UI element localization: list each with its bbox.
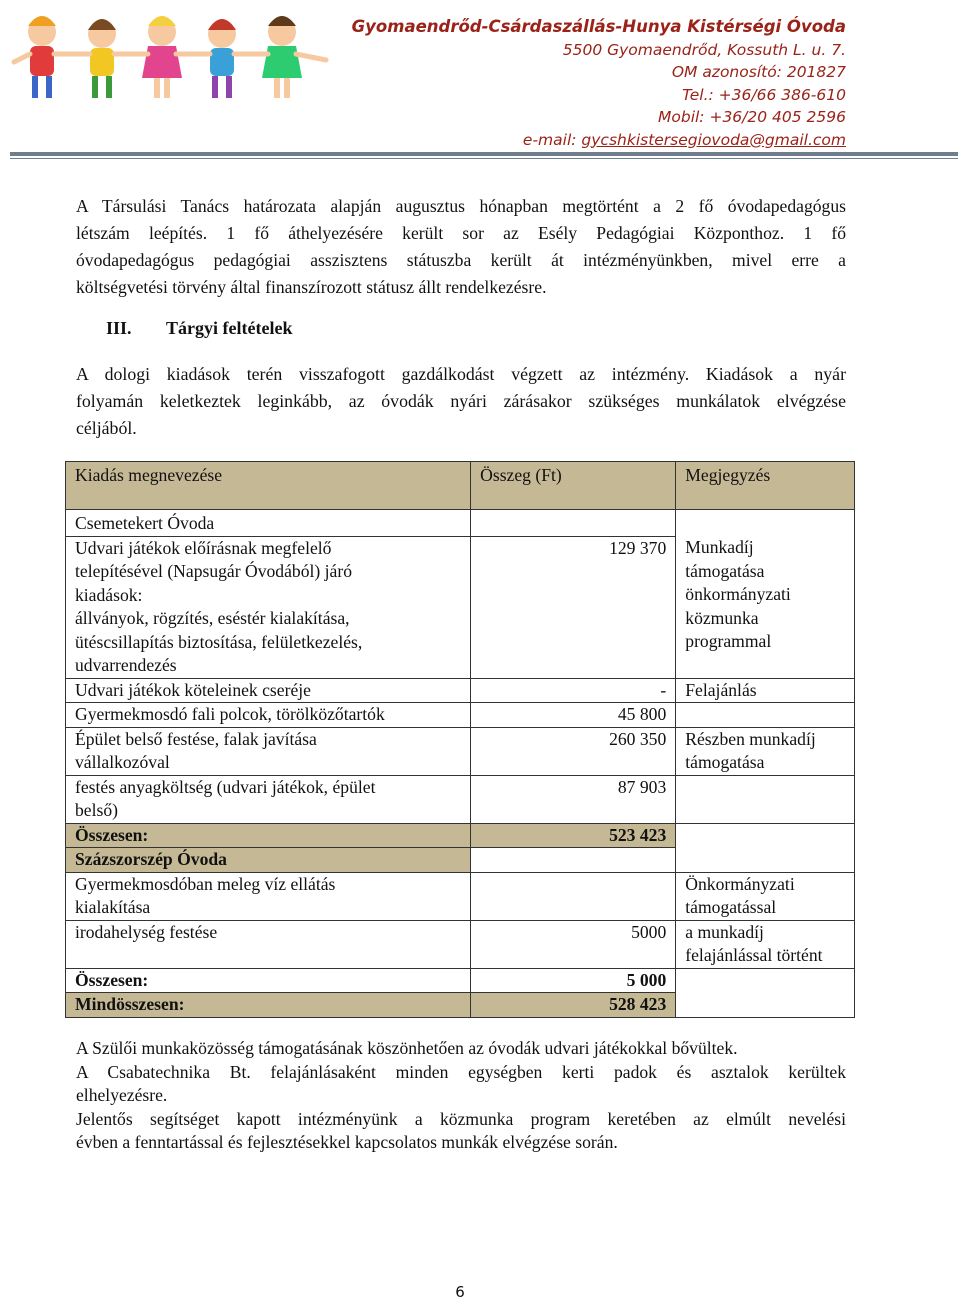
text-line: költségvetési törvény által finanszírozott státusz állt rendelkezésre. [76, 277, 547, 297]
header-divider [10, 152, 958, 156]
paragraph-staffing [76, 193, 846, 301]
column-header: Összeg (Ft) [471, 462, 676, 510]
text-line: létszám leépítés. 1 fő áthelyezésére került sor az Esély Pedagógiai Központhoz. 1 fő [76, 223, 846, 243]
cell-line: kiadások: [75, 584, 143, 605]
text-line: A Szülői munkaközösség támogatásának köszönhetően az óvodák udvari játékokkal bővültek. [76, 1038, 738, 1058]
expense-table [65, 461, 855, 1018]
text-line: elhelyezésre. [76, 1085, 168, 1105]
table-row [66, 678, 855, 703]
cell-line: felajánlással történt [685, 945, 823, 965]
email-label: e-mail: [522, 130, 582, 149]
paragraph-donations [76, 1037, 846, 1155]
column-header: Kiadás megnevezése [66, 462, 471, 510]
expense-name [66, 872, 471, 920]
table-cell [471, 510, 676, 537]
subtotal-row [66, 968, 855, 993]
table-row [66, 703, 855, 728]
cell-line: ütéscsillapítás biztosítása, felületkezelés, [75, 631, 363, 652]
page-number: 6 [455, 1283, 465, 1301]
expense-amount: 87 903 [471, 775, 676, 823]
table-cell [676, 510, 855, 537]
table-header-row [66, 462, 855, 510]
cell-line: Munkadíj [685, 537, 754, 557]
expense-amount: 129 370 [471, 536, 676, 678]
expense-amount [471, 872, 676, 920]
paragraph-expenses [76, 361, 846, 442]
expense-note [676, 775, 855, 823]
group-name: Csemetekert Óvoda [66, 510, 471, 537]
total-label: Mindösszesen: [66, 993, 471, 1018]
email-line [352, 129, 846, 152]
subtotal-row [66, 823, 855, 848]
expense-note: Felajánlás [676, 678, 855, 703]
cell-line: udvarrendezés [75, 655, 177, 675]
text-line: folyamán keletkeztek leginkább, az óvodák nyári zárásakor szükséges munkálatok elvégzése [76, 391, 846, 411]
expense-amount: 45 800 [471, 703, 676, 728]
total-amount: 528 423 [471, 993, 676, 1018]
expense-amount: - [471, 678, 676, 703]
expense-amount: 5000 [471, 920, 676, 968]
text-line: A Társulási Tanács határozata alapján augusztus hónapban megtörtént a 2 fő óvodapedagógus [76, 196, 846, 216]
expense-name [66, 727, 471, 775]
subtotal-label: Összesen: [66, 968, 471, 993]
cell-line: belső) [75, 800, 118, 820]
table-row [66, 727, 855, 775]
om-id: OM azonosító: 201827 [671, 63, 846, 81]
text-line: évben a fenntartással és fejlesztésekkel kapcsolatos munkák elvégzése során. [76, 1132, 618, 1152]
total-row [66, 993, 855, 1018]
cell-line: Épület belső festése, falak javítása [75, 728, 317, 749]
group-row [66, 848, 855, 873]
text-line: céljából. [76, 418, 137, 438]
text-line: óvodapedagógus pedagógiai asszisztens státuszba került át intézményünkben, mivel erre a [76, 250, 846, 270]
section-title: Tárgyi feltételek [166, 318, 293, 338]
school-address: 5500 Gyomaendrőd, Kossuth L. u. 7. [562, 40, 846, 59]
cell-line: Udvari játékok előírásnak megfelelő [75, 537, 332, 558]
expense-name [66, 536, 471, 678]
letterhead [352, 16, 846, 151]
table-cell [676, 968, 855, 993]
expense-note [676, 536, 855, 678]
expense-name: Udvari játékok köteleinek cseréje [66, 678, 471, 703]
cell-line: a munkadíj [685, 921, 764, 942]
subtotal-label: Összesen: [66, 823, 471, 848]
school-name: Gyomaendrőd-Csárdaszállás-Hunya Kistérségi Óvoda [351, 17, 846, 36]
expense-note [676, 727, 855, 775]
cell-line: vállalkozóval [75, 752, 170, 772]
cell-line: támogatással [685, 897, 777, 917]
cell-line: önkormányzati [685, 584, 791, 604]
cell-line: kialakítása [75, 897, 151, 917]
section-number: III. [106, 318, 132, 338]
mobile: Mobil: +36/20 405 2596 [658, 108, 846, 126]
children-holding-hands-icon [8, 4, 348, 108]
group-row [66, 510, 855, 537]
table-cell [676, 848, 855, 873]
cell-line: támogatása [685, 560, 765, 581]
expense-note [676, 872, 855, 920]
subtotal-amount: 523 423 [471, 823, 676, 848]
cell-line: Önkormányzati [685, 873, 795, 894]
cell-line: telepítésével (Napsugár Óvodából) járó [75, 561, 352, 581]
email-link[interactable]: gycshkistersegiovoda@gmail.com [581, 130, 846, 149]
table-cell [471, 848, 676, 873]
phone: Tel.: +36/66 386-610 [682, 85, 846, 104]
section-heading [106, 318, 292, 339]
text-line: A Csabatechnika Bt. felajánlásaként minden egységben kerti padok és asztalok kerültek [76, 1061, 846, 1082]
group-name: Százszorszép Óvoda [66, 848, 471, 873]
expense-note [676, 703, 855, 728]
table-row [66, 536, 855, 678]
expense-name: irodahelység festése [66, 920, 471, 968]
table-row [66, 775, 855, 823]
expense-name [66, 775, 471, 823]
table-cell [676, 823, 855, 848]
header-divider-thin [10, 158, 958, 159]
cell-line: állványok, rögzítés, eséstér kialakítása, [75, 608, 350, 628]
column-header: Megjegyzés [676, 462, 855, 510]
text-line: A dologi kiadások terén visszafogott gazdálkodást végzett az intézmény. Kiadások a nyár [76, 364, 846, 384]
cell-line: festés anyagköltség (udvari játékok, épület [75, 776, 376, 797]
expense-amount: 260 350 [471, 727, 676, 775]
subtotal-amount: 5 000 [471, 968, 676, 993]
cell-line: közmunka [685, 607, 759, 628]
text-line: Jelentős segítséget kapott intézményünk a közmunka program keretében az elmúlt nevelési [76, 1108, 846, 1129]
expense-name: Gyermekmosdó fali polcok, törölközőtartók [66, 703, 471, 728]
cell-line: programmal [685, 631, 772, 651]
table-row [66, 920, 855, 968]
table-row [66, 872, 855, 920]
cell-line: támogatása [685, 752, 765, 772]
cell-line: Gyermekmosdóban meleg víz ellátás [75, 873, 336, 894]
cell-line: Részben munkadíj [685, 728, 816, 749]
table-cell [676, 993, 855, 1018]
expense-note [676, 920, 855, 968]
